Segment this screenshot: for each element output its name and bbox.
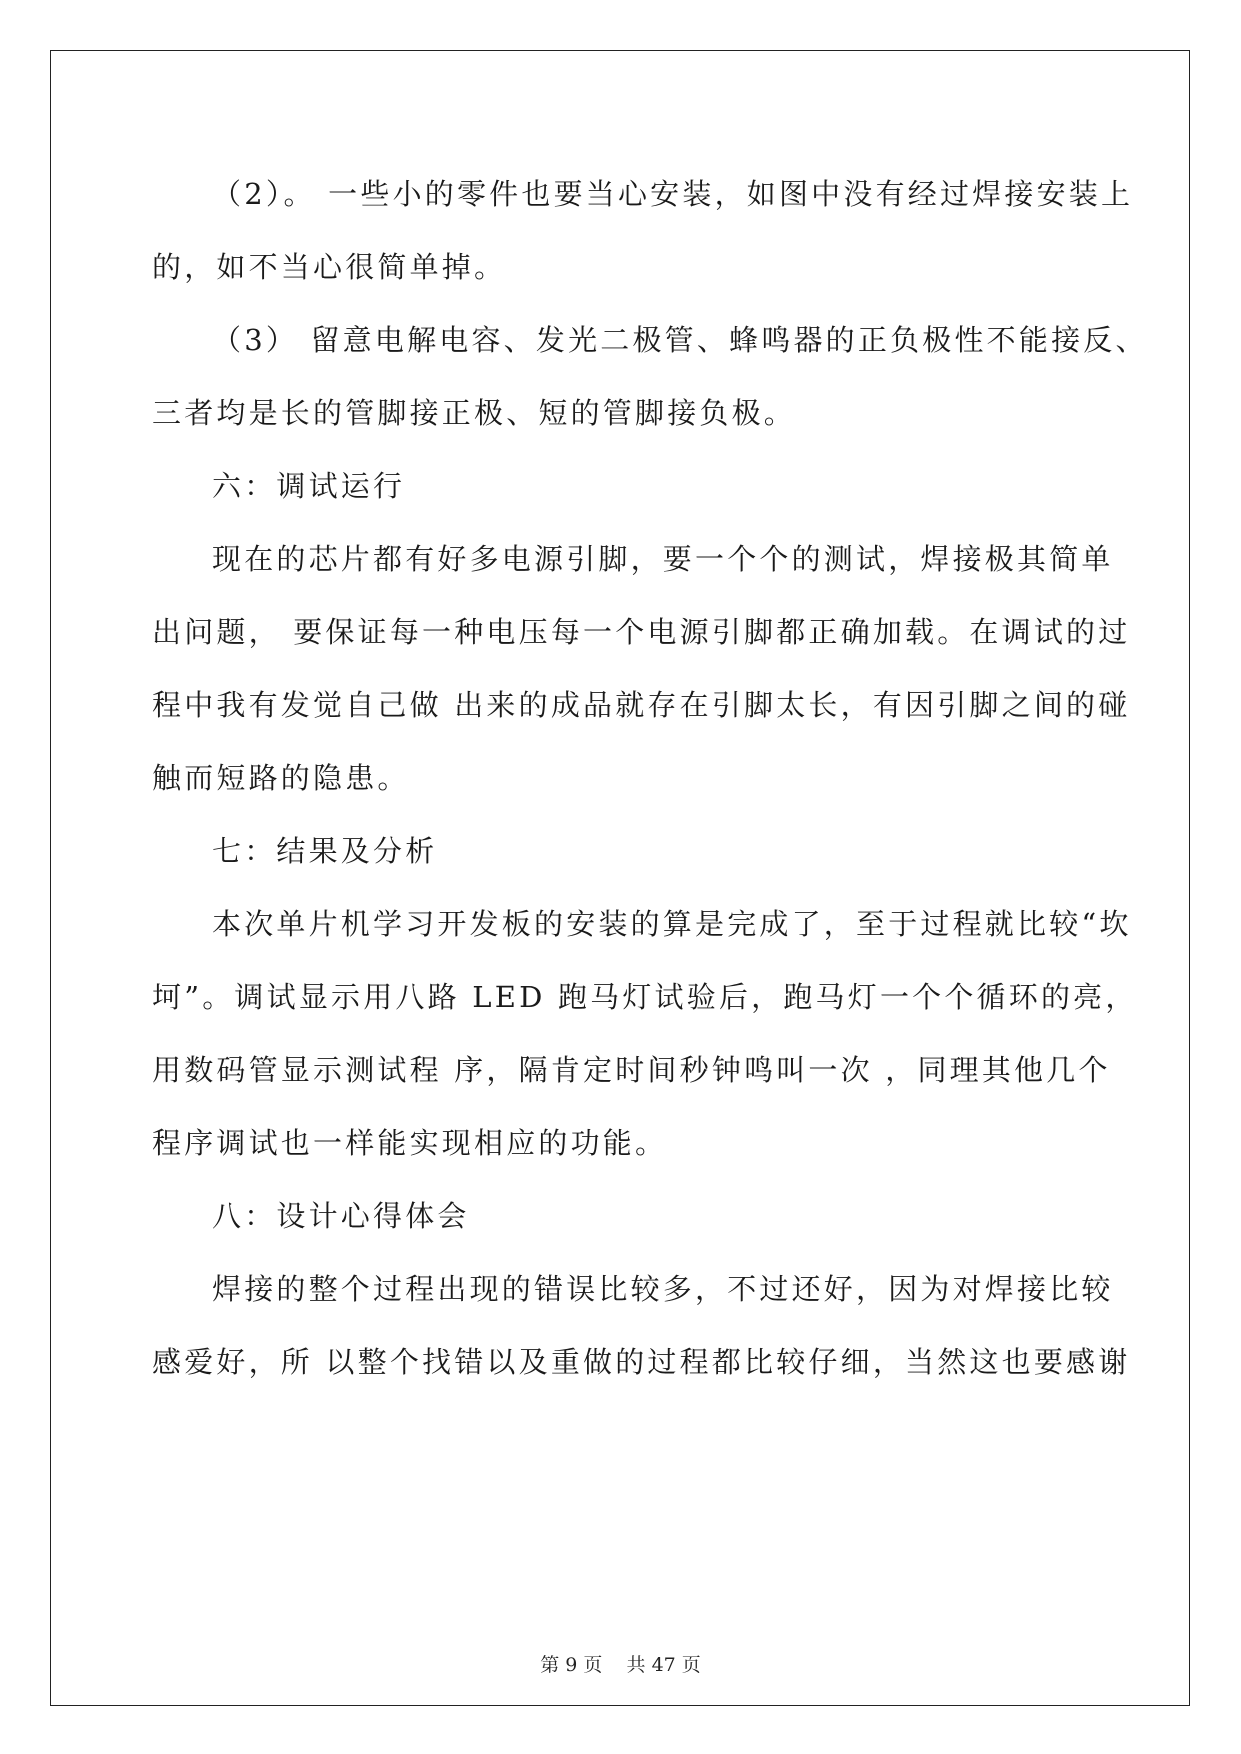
paragraph-results-content: [152, 888, 1138, 1180]
text-line: 的，如不当心很简单掉。: [152, 250, 507, 284]
text-line: 三者均是长的管脚接正极、短的管脚接负极。: [152, 396, 797, 430]
section-heading-results: [152, 815, 1092, 888]
paragraph-polarity-note: [152, 304, 1148, 450]
text-line: 现在的芯片都有好多电源引脚，要一个个的测试，焊接极其简单: [212, 542, 1114, 576]
text-line: 用数码管显示测试程 序，隔肯定时间秒钟鸣叫一次 ，同理其他几个: [152, 1053, 1111, 1087]
text-line: 程序调试也一样能实现相应的功能。: [152, 1126, 668, 1160]
section-heading-reflection: [152, 1180, 1092, 1253]
section-heading: 八：设计心得体会: [212, 1199, 470, 1233]
text-line: 出问题， 要保证每一种电压每一个电源引脚都正确加载。在调试的过: [152, 615, 1131, 649]
paragraph-debug-content: [152, 523, 1131, 815]
paragraph-reflection-content: [152, 1253, 1131, 1399]
text-line: 触而短路的隐患。: [152, 761, 410, 795]
paragraph-component-care: [152, 158, 1134, 304]
text-line: 感爱好，所 以整个找错以及重做的过程都比较仔细，当然这也要感谢: [152, 1345, 1131, 1379]
section-heading-debug: [152, 450, 1092, 523]
text-line: 焊接的整个过程出现的错误比较多，不过还好，因为对焊接比较: [212, 1272, 1114, 1306]
document-body: [152, 158, 1148, 1399]
text-line: 本次单片机学习开发板的安装的算是完成了，至于过程就比较“坎: [212, 907, 1132, 941]
text-line: 坷”。调试显示用八路 LED 跑马灯试验后，跑马灯一个个循环的亮，: [152, 980, 1138, 1014]
text-line: 程中我有发觉自己做 出来的成品就存在引脚太长，有因引脚之间的碰: [152, 688, 1131, 722]
page-number-footer: 第 9 页 共 47 页: [540, 1654, 701, 1676]
text-line: （2）。 一些小的零件也要当心安装，如图中没有经过焊接安装上: [212, 177, 1134, 211]
section-heading: 六：调试运行: [212, 469, 406, 503]
section-heading: 七：结果及分析: [212, 834, 438, 868]
text-line: （3） 留意电解电容、发光二极管、蜂鸣器的正负极性不能接反、: [212, 323, 1148, 357]
